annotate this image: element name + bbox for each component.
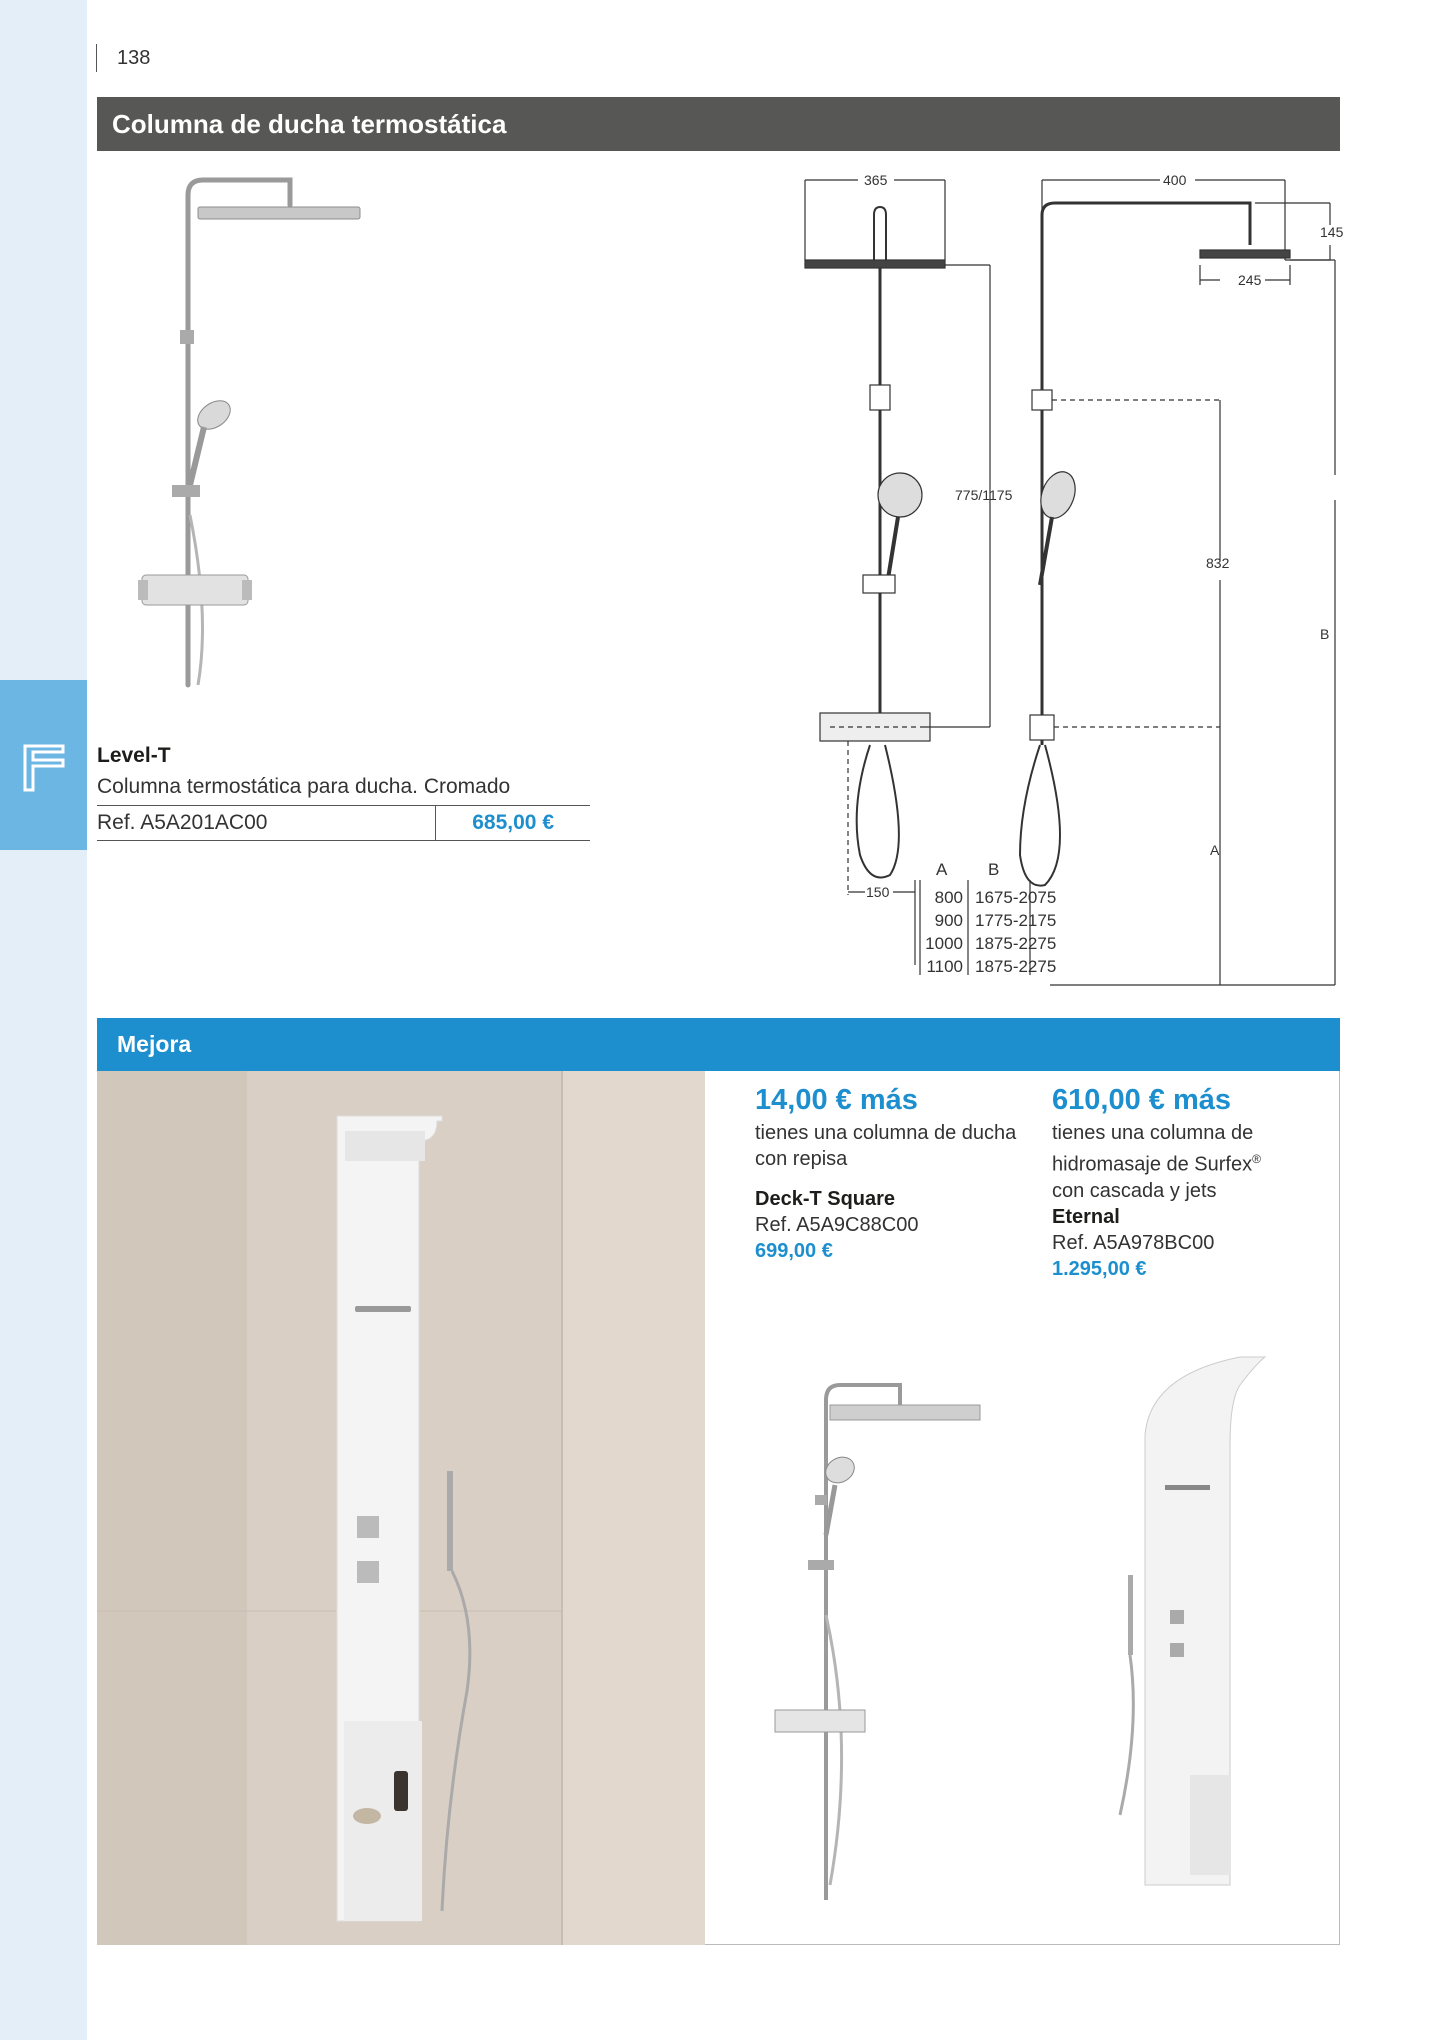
- upgrade-1-ref: Ref. A5A9C88C00: [755, 1214, 919, 1236]
- faucet-icon: [19, 738, 69, 793]
- product-price: 685,00 €: [472, 811, 554, 834]
- page-number-block: [96, 44, 150, 72]
- table-cell: 900: [934, 911, 963, 930]
- upgrade-option-2: [1052, 1080, 1332, 1282]
- table-cell: 1675-2075: [975, 888, 1057, 907]
- dim-a: A: [1210, 842, 1220, 858]
- deck-t-square-image: [760, 1345, 1000, 1915]
- page-number: 138: [117, 46, 151, 69]
- category-tab[interactable]: [0, 680, 87, 850]
- table-cell: 1775-2175: [975, 911, 1057, 930]
- upgrade-2-ref: Ref. A5A978BC00: [1052, 1231, 1215, 1254]
- eternal-image: [1090, 1345, 1320, 1915]
- upgrade-2-price: 1.295,00 €: [1052, 1257, 1147, 1280]
- dim-b: B: [1320, 626, 1330, 642]
- dim-400: 400: [1163, 172, 1187, 188]
- dim-150: 150: [866, 884, 890, 900]
- table-cell: 1875-2275: [975, 957, 1057, 976]
- product-ref: Ref. A5A201AC00: [97, 806, 436, 840]
- upgrade-2-name: Eternal: [1052, 1205, 1120, 1228]
- dim-832: 832: [1206, 555, 1230, 571]
- dim-775-1175: 775/1175: [955, 487, 1013, 503]
- product-name: Level-T: [97, 744, 171, 767]
- technical-drawing: [790, 165, 1344, 995]
- upgrade-2-text-line1: tienes una columna de hidromasaje de Surfex: [1052, 1122, 1254, 1176]
- upgrade-section-title: Mejora: [97, 1018, 1340, 1071]
- table-cell: 1875-2275: [975, 934, 1057, 953]
- table-header-b: B: [988, 860, 1000, 879]
- upgrade-1-price: 699,00 €: [755, 1240, 833, 1262]
- dim-145: 145: [1320, 224, 1344, 240]
- upgrade-option-1: [755, 1080, 1035, 1264]
- upgrade-1-text: tienes una columna de ducha con repisa: [755, 1122, 1017, 1170]
- dim-365: 365: [864, 172, 888, 188]
- table-cell: 1100: [926, 957, 963, 976]
- product-description: Columna termostática para ducha. Cromado: [97, 775, 511, 798]
- upgrade-2-extra-price: 610,00 € más: [1052, 1084, 1231, 1116]
- page-number-divider: [96, 44, 97, 72]
- product-ref-row: [97, 805, 590, 841]
- side-strip: [0, 0, 87, 2040]
- upgrade-1-name: Deck-T Square: [755, 1188, 896, 1210]
- table-cell: 1000: [925, 934, 963, 953]
- upgrade-2-text: [1052, 1120, 1332, 1204]
- level-t-product-image: [120, 165, 360, 705]
- section-title: Columna de ducha termostática: [97, 97, 1340, 151]
- table-cell: 800: [934, 888, 963, 907]
- table-header-a: A: [936, 860, 948, 879]
- upgrade-1-extra-price: 14,00 € más: [755, 1084, 918, 1116]
- upgrade-2-text-line2: con cascada y jets: [1052, 1179, 1217, 1202]
- bathroom-photo: [97, 1071, 705, 1945]
- dim-245: 245: [1238, 272, 1262, 288]
- registered-mark: ®: [1252, 1152, 1261, 1166]
